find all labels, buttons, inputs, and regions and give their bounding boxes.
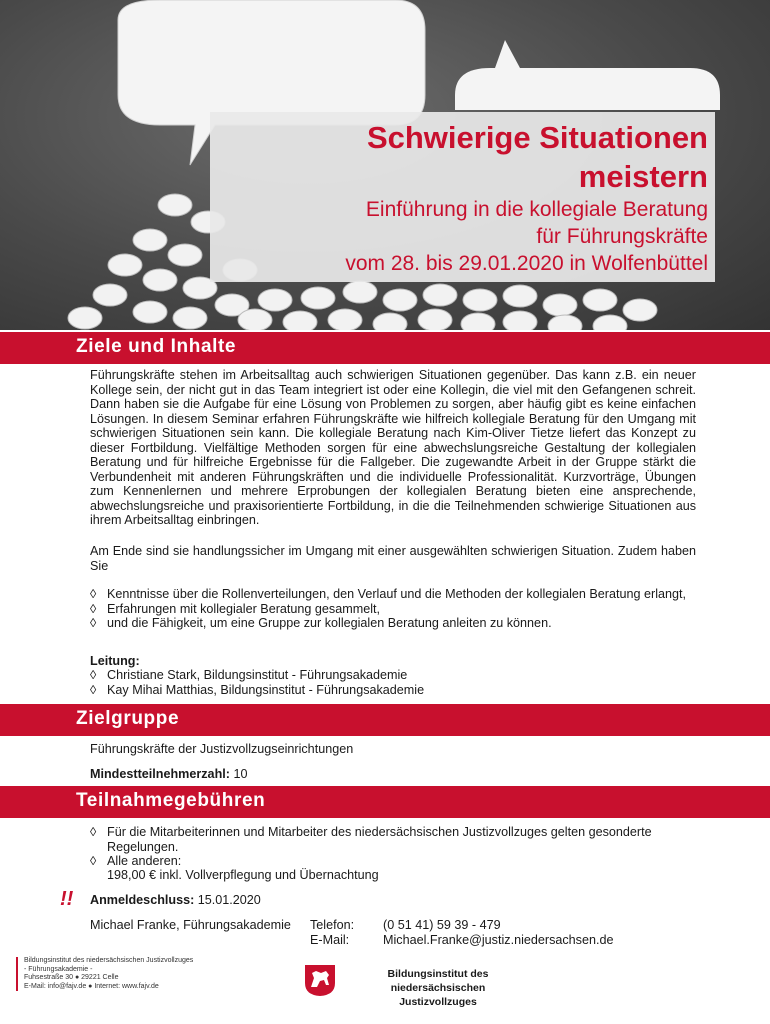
list-item: ◊ Kenntnisse über die Rollenverteilungen, den Verlauf und die Methoden der kollegialen Beratung erlangt, (90, 587, 696, 602)
list-item: ◊ Christiane Stark, Bildungsinstitut - Führungsakademie (90, 668, 696, 683)
phone-number: (0 51 41) 59 39 - 479 (383, 918, 501, 932)
mindestteilnehmerzahl-label: Mindestteilnehmerzahl: (90, 767, 230, 781)
section-heading-gebuehren: Teilnahmegebühren (0, 786, 770, 818)
gebuehren-list (90, 825, 696, 869)
section-heading-ziele: Ziele und Inhalte (0, 332, 770, 364)
ziele-paragraph-1: Führungskräfte stehen im Arbeitsalltag auch schwierigen Situationen gegenüber. Das kann z.B. ein neuer Kollege sein, der nicht gut in das Team integriert ist oder eine Kollegin, die viel mit den Gefangenen schreit. Dann haben sie die Aufgabe für eine Lösung von Problemen zu sorgen, aber häufig gibt es keine einfachen Lösungen. In diesem Seminar erfahren Führungskräfte wie hilfreich kollegiale Beratung für den Umgang mit schwierigen Situationen sein kann. Die kollegiale Beratung nach Kim-Oliver Tietze liefert das Konzept zu dieser Fortbildung. Vielfältige Methoden sorgen für eine abwechslungsreiche Gestaltung der kollegialen Beratung und für hilfreiche Ergebnisse für die Fallgeber. Die zugewandte Arbeit in der Gruppe stärkt die Verbundenheit mit anderen Führungskräften und die individuelle Professionalität. Kurzvorträge, Übungen zum Kennenlernen und mehrere Erprobungen der kollegialen Beratung bieten eine ansprechende, abwechslungsreiche und praxisorientierte Fortbildung, in die die Teilnehmenden schwierige Situationen aus ihrem Arbeitsalltag einbringen. (90, 368, 696, 527)
contact-values (383, 918, 614, 948)
anmeldeschluss-value: 15.01.2020 (197, 893, 261, 907)
phone-label: Telefon: (310, 918, 355, 932)
anmeldeschluss (90, 893, 261, 908)
deadline-exclamation-icon: !! (60, 888, 74, 910)
price-text: 198,00 € inkl. Vollverpflegung und Übernachtung (107, 868, 379, 882)
zielgruppe-text: Führungskräfte der Justizvollzugseinrichtungen (90, 742, 354, 756)
list-item: ◊ Kay Mihai Matthias, Bildungsinstitut - Führungsakademie (90, 683, 696, 698)
anmeldeschluss-label: Anmeldeschluss: (90, 893, 195, 907)
contact-name: Michael Franke, Führungsakademie (90, 918, 291, 932)
page-subtitle: Einführung in die kollegiale Beratung für Führungskräfte vom 28. bis 29.01.2020 in Wolfenbüttel (345, 198, 708, 275)
mindestteilnehmerzahl-value: 10 (233, 767, 248, 781)
footer-address: Bildungsinstitut des niedersächsischen Justizvollzuges - Führungsakademie - Fuhsestraße 30 ● 29221 Celle E-Mail: info@fajv.de ● Internet: www.fajv.de (16, 957, 216, 991)
list-item: ◊ Erfahrungen mit kollegialer Beratung gesammelt, (90, 602, 696, 617)
lower-saxony-horse-logo-icon (303, 963, 337, 997)
section-heading-zielgruppe: Zielgruppe (0, 704, 770, 736)
mindestteilnehmerzahl (90, 767, 247, 782)
ziele-paragraph-2: Am Ende sind sie handlungssicher im Umgang mit einer ausgewählten schwierigen Situation. Zudem haben Sie (90, 544, 696, 573)
list-item: ◊ und die Fähigkeit, um eine Gruppe zur kollegialen Beratung anleiten zu können. (90, 616, 696, 631)
list-item: ◊ Alle anderen: (90, 854, 696, 869)
institute-logo-text: Bildungsinstitut des niedersächsischen Justizvollzuges (387, 968, 489, 1008)
email-link[interactable]: Michael.Franke@justiz.niedersachsen.de (383, 933, 614, 947)
ziele-bullet-list (90, 587, 696, 631)
leitung-list (90, 668, 696, 697)
list-item: ◊ Für die Mitarbeiterinnen und Mitarbeiter des niedersächsischen Justizvollzuges gelten gesonderte Regelungen. (90, 825, 696, 854)
leitung-label: Leitung: (90, 654, 140, 668)
hero-image (0, 0, 770, 330)
page-title: Schwierige Situationen meistern (366, 120, 708, 194)
contact-labels (310, 918, 354, 948)
email-label: E-Mail: (310, 933, 350, 947)
